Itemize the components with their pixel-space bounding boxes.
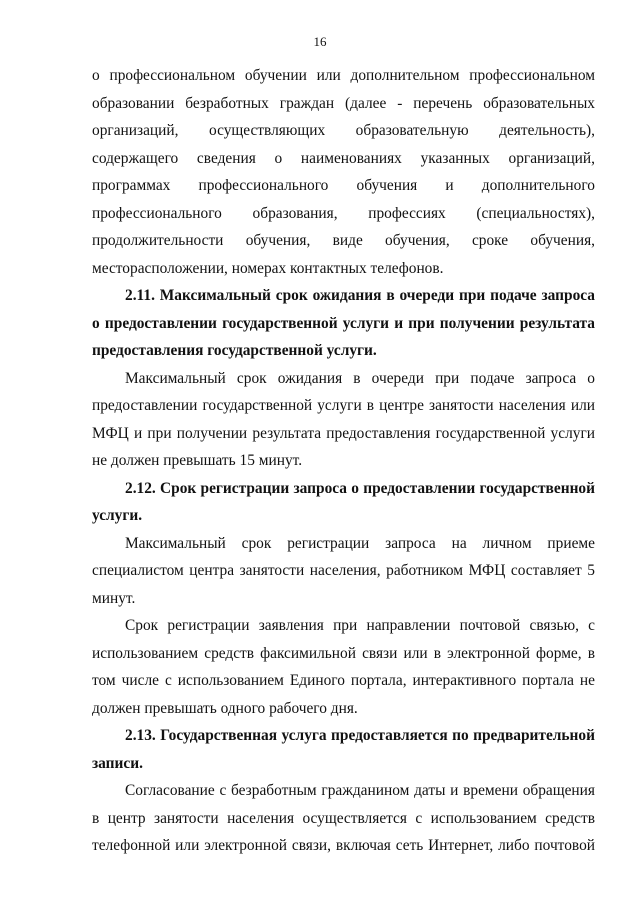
page-number: 16: [313, 34, 327, 49]
paragraph-postal-registration: Срок регистрации заявления при направлении почтовой связью, с использованием средств факсимильной связи или в электронной форме, в том числе с использованием Единого портала, интерактивного портала не должен превышать одного рабочего дня.: [92, 617, 595, 717]
section-heading-2-13: 2.13. Государственная услуга предоставляется по предварительной записи.: [92, 727, 595, 772]
section-heading-2-12: 2.12. Срок регистрации запроса о предоставлении государственной услуги.: [92, 479, 595, 524]
paragraph-registration-time: Максимальный срок регистрации запроса на личном приеме специалистом центра занятости населения, работником МФЦ составляет 5 минут.: [92, 534, 595, 607]
paragraph-appointment: Согласование с безработным гражданином даты и времени обращения в центр занятости населения осуществляется с использованием средств телефонной или электронной связи, включая сеть Интернет, либо почтовой: [92, 782, 595, 854]
paragraph-queue-time: Максимальный срок ожидания в очереди при подаче запроса о предоставлении государственной услуги в центре занятости населения или МФЦ и при получении результата предоставления государственной услуги не должен превышать 15 минут.: [92, 369, 595, 469]
section-heading-2-11: 2.11. Максимальный срок ожидания в очереди при подаче запроса о предоставлении государственной услуги и при получении результата предоставления государственной услуги.: [92, 287, 595, 359]
paragraph-education-list: о профессиональном обучении или дополнительном профессиональном образовании безработных граждан (далее - перечень образовательных организаций, осуществляющих образовательную деятельность), содержащего сведения о наименованиях указанных организаций, программах профессионального обучения и дополнительного профессионального образования, профессиях (специальностях), продолжительности обучения, виде обучения, сроке обучения, месторасположении, номерах контактных телефонов.: [92, 67, 595, 277]
document-body: [92, 62, 595, 860]
